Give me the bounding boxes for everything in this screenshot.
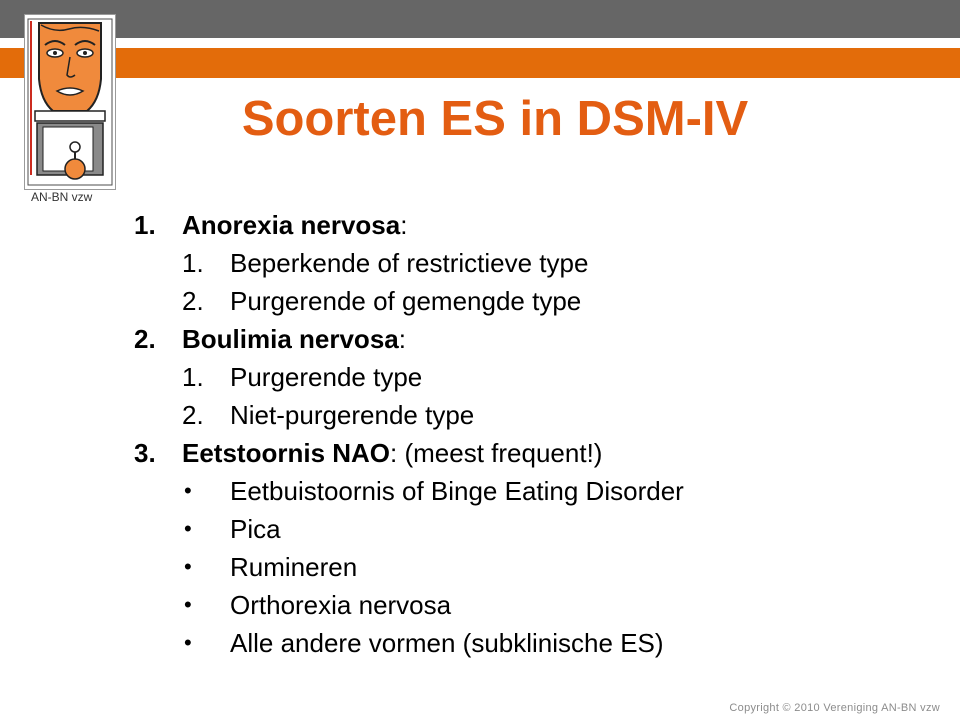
- list-suffix: :: [398, 324, 406, 354]
- list-number: 2.: [134, 324, 156, 354]
- bullet-text: Eetbuistoornis of Binge Eating Disorder: [230, 476, 684, 506]
- sub-list-text: Purgerende type: [230, 362, 423, 392]
- main-list: [134, 206, 894, 662]
- header-gray-bar: [0, 0, 960, 38]
- bullet-item: [134, 624, 894, 662]
- list-item: [134, 206, 894, 244]
- logo-caption: AN-BN vzw: [31, 190, 93, 204]
- page-title: Soorten ES in DSM-IV: [241, 92, 749, 146]
- sub-list-item: [134, 396, 894, 434]
- bullet-icon: •: [184, 516, 192, 541]
- bullet-item: [134, 548, 894, 586]
- bullet-text: Pica: [230, 514, 281, 544]
- bullet-text: Alle andere vormen (subklinische ES): [230, 628, 664, 658]
- header-orange-bar: [0, 48, 960, 78]
- list-term: Eetstoornis NAO: [182, 438, 391, 468]
- sub-list-number: 1.: [182, 362, 204, 392]
- bullet-item: [134, 472, 894, 510]
- sub-list-text: Purgerende of gemengde type: [230, 286, 582, 316]
- bullet-text: Rumineren: [230, 552, 358, 582]
- bullet-text: Orthorexia nervosa: [230, 590, 452, 620]
- list-term: Anorexia nervosa: [182, 210, 401, 240]
- list-suffix: :: [400, 210, 408, 240]
- list-item: [134, 320, 894, 358]
- sub-list-text: Niet-purgerende type: [230, 400, 475, 430]
- sub-list-number: 2.: [182, 286, 204, 316]
- list-suffix: : (meest frequent!): [390, 438, 603, 468]
- bullet-icon: •: [184, 554, 192, 579]
- sub-list-item: [134, 244, 894, 282]
- bullet-icon: •: [184, 592, 192, 617]
- list-term: Boulimia nervosa: [182, 324, 399, 354]
- copyright-footer: Copyright © 2010 Vereniging AN-BN vzw: [729, 702, 940, 714]
- sub-list-item: [134, 358, 894, 396]
- sub-list-text: Beperkende of restrictieve type: [230, 248, 589, 278]
- bullet-icon: •: [184, 630, 192, 655]
- list-item: [134, 434, 894, 472]
- bullet-item: [134, 510, 894, 548]
- list-number: 1.: [134, 210, 156, 240]
- bullet-icon: •: [184, 478, 192, 503]
- sub-list-number: 1.: [182, 248, 204, 278]
- sub-list-number: 2.: [182, 400, 204, 430]
- bullet-item: [134, 586, 894, 624]
- list-number: 3.: [134, 438, 156, 468]
- sub-list-item: [134, 282, 894, 320]
